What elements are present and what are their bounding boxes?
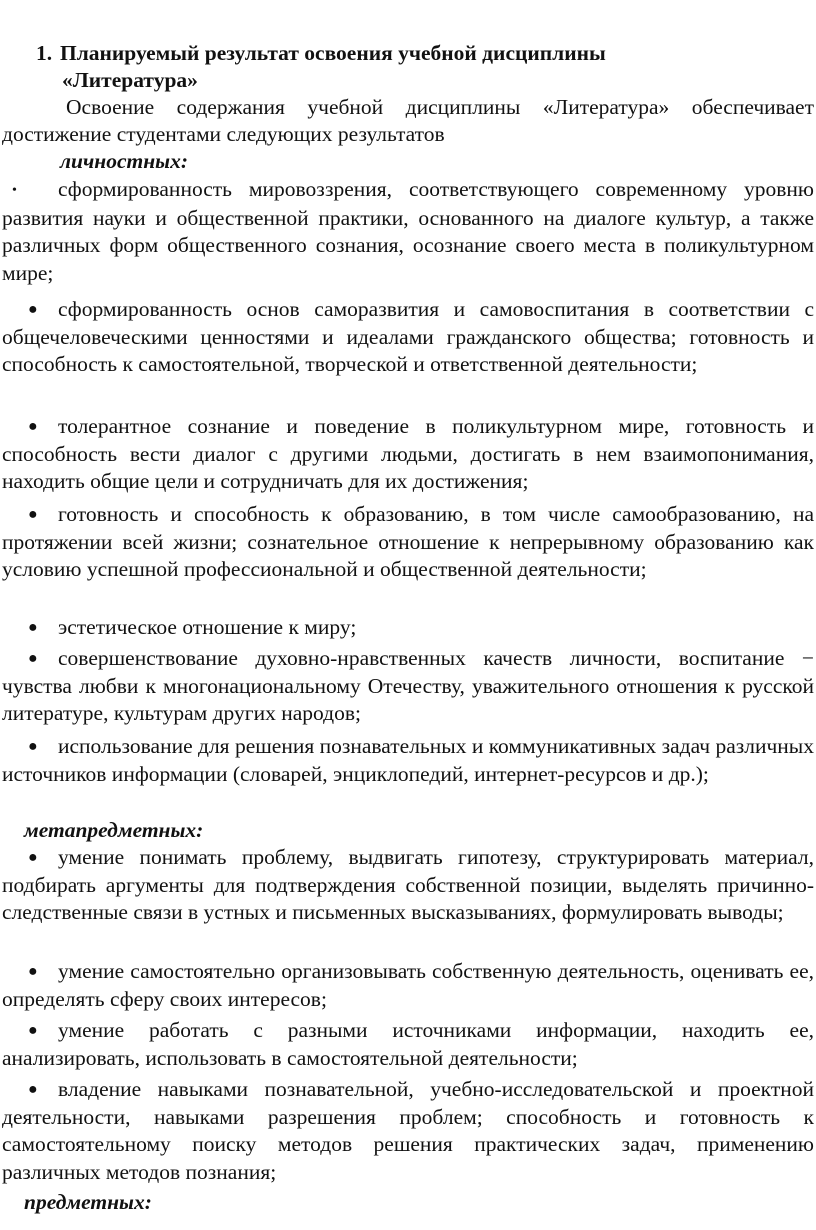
- list-item: [2, 614, 814, 642]
- bullet-marker: ●: [28, 650, 38, 667]
- bullet-marker: ●: [28, 619, 38, 636]
- list-item: [2, 501, 814, 584]
- bullet-marker: ●: [28, 738, 38, 755]
- section-title-line1: Планируемый результат освоения учебной дисциплины: [60, 41, 606, 65]
- section-title-line2: «Литература»: [62, 68, 198, 92]
- intro-paragraph: Освоение содержания учебной дисциплины «Литература» обеспечивает достижение студентами следующих результатов: [2, 95, 814, 146]
- list-item-text: совершенствование духовно-нравственных качеств личности, воспитание − чувства любви к многонациональному Отечеству, уважительного отношения к русской литературе, культурам других народов;: [2, 646, 814, 725]
- bullet-marker: ●: [28, 1022, 38, 1039]
- section-number: 1.: [36, 41, 53, 65]
- bullet-marker: ●: [28, 963, 38, 980]
- list-item: [2, 176, 814, 287]
- section-heading: [36, 40, 796, 94]
- bullet-marker: ●: [28, 849, 38, 866]
- personal-results-label: личностных:: [60, 149, 188, 173]
- list-item-text: сформированность основ саморазвития и самовоспитания в соответствии с общечеловеческими ценностями и идеалами гражданского общества; готовность и способность к самостоятельной, творческой и ответственной деятельности;: [2, 297, 814, 376]
- list-item-text: умение самостоятельно организовывать собственную деятельность, оценивать ее, определять сферу своих интересов;: [2, 959, 814, 1011]
- list-item: [2, 296, 814, 379]
- list-item-text: сформированность мировоззрения, соответствующего современному уровню развития науки и общественной практики, основанного на диалоге культур, а также различных форм общественного сознания, осознание своего места в поликультурном мире;: [2, 177, 814, 285]
- list-item-text: владение навыками познавательной, учебно-исследовательской и проектной деятельности, навыками разрешения проблем; способность и готовность к самостоятельному поиску методов решения практических задач, применению различных методов познания;: [2, 1077, 814, 1184]
- bullet-marker: ●: [28, 301, 38, 318]
- bullet-marker: ●: [28, 418, 38, 435]
- list-item: [2, 413, 814, 496]
- list-item: [2, 733, 814, 788]
- list-item-text: умение работать с разными источниками информации, находить ее, анализировать, использовать в самостоятельной деятельности;: [2, 1018, 814, 1070]
- list-item: [2, 958, 814, 1013]
- meta-results-label: метапредметных:: [24, 818, 204, 842]
- list-item-text: умение понимать проблему, выдвигать гипотезу, структурировать материал, подбирать аргументы для подтверждения собственной позиции, выделять причинно-следственные связи в устных и письменных высказываниях, формулировать выводы;: [2, 845, 814, 924]
- list-item: [2, 1076, 814, 1186]
- list-item-text: использование для решения познавательных и коммуникативных задач различных источников информации (словарей, энциклопедий, интернет-ресурсов и др.);: [2, 734, 814, 786]
- bullet-marker: •: [12, 183, 17, 198]
- list-item-text: эстетическое отношение к миру;: [58, 615, 357, 639]
- list-item-text: готовность и способность к образованию, в том числе самообразованию, на протяжении всей жизни; сознательное отношение к непрерывному образованию как условию успешной профессиональной и общественной деятельности;: [2, 502, 814, 581]
- bullet-marker: ●: [28, 506, 38, 523]
- list-item: [2, 844, 814, 927]
- list-item: [2, 1017, 814, 1072]
- bullet-marker: ●: [28, 1081, 38, 1098]
- list-item-text: толерантное сознание и поведение в поликультурном мире, готовность и способность вести диалог с другими людьми, достигать в нем взаимопонимания, находить общие цели и сотрудничать для их достижения;: [2, 414, 814, 493]
- subject-results-label: предметных:: [24, 1190, 152, 1214]
- list-item: [2, 645, 814, 728]
